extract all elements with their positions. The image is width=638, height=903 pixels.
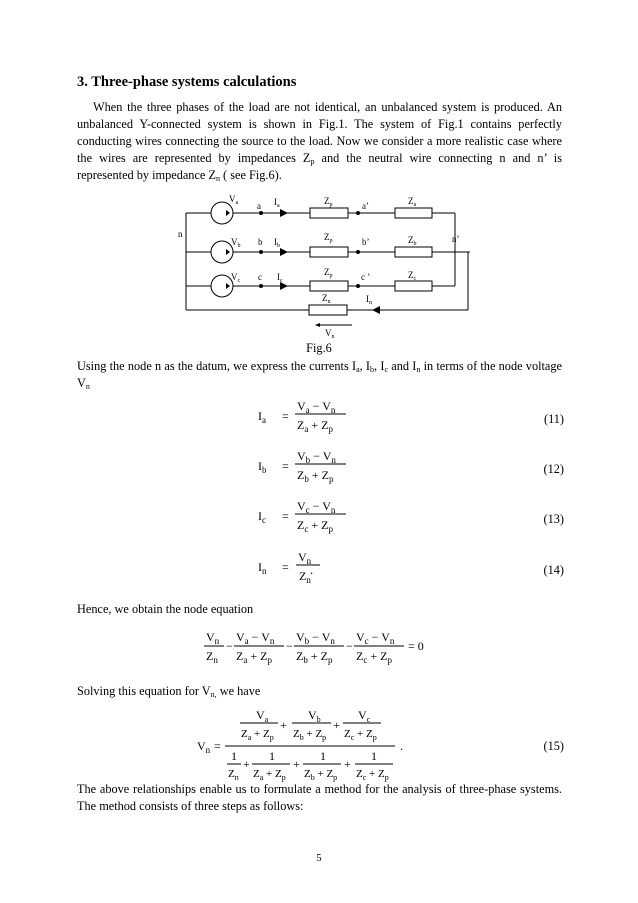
node-equation (198, 628, 448, 668)
svg-text:Va − Vn: $V_a - V_n$ (236, 630, 275, 646)
svg-text:−: − (286, 639, 293, 653)
svg-text:=: = (282, 459, 289, 473)
svg-text:=: = (282, 560, 289, 574)
equation-number-15: (15) (543, 739, 564, 753)
node-n-label: n (178, 229, 183, 239)
svg-text:+: + (344, 757, 351, 771)
label-node-b-prime: b’ (362, 237, 370, 247)
figure-caption: Fig.6 (306, 341, 332, 355)
solving-paragraph: Solving this equation for $V_{n,}$ we have (77, 684, 261, 699)
node-c-dot (259, 284, 263, 288)
line-impedance-b (310, 247, 348, 257)
neutral-impedance (309, 305, 347, 315)
svg-text:Zc + Zp: $Z_c + Z_p$ (356, 649, 392, 665)
label-zb: $Z_b$ (408, 235, 417, 247)
svg-text:+: + (243, 757, 250, 771)
label-zp-b: $Z_p$ (324, 232, 333, 244)
node-n-prime-label: n’ (452, 234, 460, 244)
equation-number-13: (13) (543, 512, 564, 526)
node-c-prime-dot (356, 284, 360, 288)
label-in: $I_n$ (366, 294, 372, 306)
svg-text:In: $I_n$ (258, 560, 267, 576)
svg-text:Zb + Zp: $Z_b + Z_p$ (296, 649, 333, 665)
svg-text:Zn: $Z_n$ (299, 569, 311, 585)
page-number: 5 (316, 853, 322, 864)
line-impedance-a (310, 208, 348, 218)
svg-text:Ic: $I_c$ (258, 509, 266, 525)
svg-text:Va: $V_a$ (256, 708, 269, 724)
svg-text:1: 1 (269, 749, 275, 763)
label-ib: $I_b$ (274, 237, 280, 249)
equation-15 (195, 708, 425, 783)
label-za: $Z_a$ (408, 196, 417, 208)
equation-number-11: (11) (543, 412, 564, 426)
label-node-a: a (257, 201, 261, 211)
svg-text:=: = (282, 409, 289, 423)
equation-11 (258, 399, 346, 434)
label-ic: $I_c$ (277, 272, 283, 284)
section-heading: 3. Three-phase systems calculations (77, 74, 297, 90)
svg-text:Vn: $V_n$ (197, 739, 211, 755)
node-b-prime-dot (356, 250, 360, 254)
label-ia: $I_a$ (274, 197, 280, 209)
current-arrow-a (280, 209, 288, 217)
intro-paragraph: When the three phases of the load are not identical, an unbalanced system is produced. An unbalanced Y-connected system is shown in Fig.1. The system of Fig.1 contains perfectly conducting wires connecting the source to the load. Now we consider a more realistic case where the wires are represented by impedances $Z_p$ and the neutral wire connecting n and n’ is represented by impedance $Z_n$ ( see Fig.6). (77, 100, 562, 183)
svg-text:Vc: $V_c$ (358, 708, 371, 724)
svg-text:Vc − Vn: $V_c - V_n$ (297, 499, 336, 515)
datum-paragraph: Using the node n as the datum, we express the currents $I_a$, $I_b$, $I_c$ and $I_n$ in terms of the node voltage $V_n$ (77, 359, 562, 391)
svg-text:Zb + Zp: $Z_b + Z_p$ (304, 768, 338, 782)
svg-text:1: 1 (320, 749, 326, 763)
load-impedance-b (395, 247, 432, 257)
svg-text:+: + (293, 757, 300, 771)
source-vb (211, 241, 233, 263)
svg-text:−: − (226, 639, 233, 653)
equation-number-12: (12) (543, 462, 564, 476)
svg-text:Vc − Vn: $V_c - V_n$ (356, 630, 395, 646)
load-impedance-c (395, 281, 432, 291)
vn-arrow-head (315, 323, 320, 327)
svg-text:Vn: $V_n$ (298, 550, 312, 566)
svg-text:Zc + Zp: $Z_c + Z_p$ (356, 768, 389, 782)
svg-text:=: = (214, 739, 221, 753)
label-vc: $V_c$ (231, 272, 241, 284)
svg-text:+: + (333, 718, 340, 732)
label-node-b: b (258, 237, 263, 247)
line-impedance-c (310, 281, 348, 291)
svg-text:Ib: $I_b$ (258, 459, 267, 475)
svg-text:Za + Zp: $Z_a + Z_p$ (236, 649, 272, 665)
svg-text:Zc + Zp: $Z_c + Z_p$ (344, 728, 377, 742)
closing-paragraph: The above relationships enable us to formulate a method for the analysis of three-phase systems. The method consists of three steps as follows: (77, 782, 562, 813)
svg-text:−: − (346, 639, 353, 653)
svg-text:=: = (282, 509, 289, 523)
circuit-diagram (170, 190, 500, 340)
svg-text:Vn: $V_n$ (206, 630, 220, 646)
neutral-current-arrow (372, 306, 380, 314)
load-impedance-a (395, 208, 432, 218)
equation-14-period: . (310, 563, 314, 577)
label-zc: $Z_c$ (408, 270, 417, 282)
node-b-dot (259, 250, 263, 254)
svg-text:Zb + Zp: $Z_b + Z_p$ (293, 728, 327, 742)
current-arrow-b (280, 248, 288, 256)
label-node-c-prime: c ’ (361, 272, 371, 282)
svg-text:Zn: $Z_n$ (206, 649, 218, 665)
node-a-prime-dot (356, 211, 360, 215)
equation-number-14: (14) (543, 563, 564, 577)
hence-paragraph: Hence, we obtain the node equation (77, 602, 254, 616)
label-vb: $V_b$ (231, 237, 241, 249)
svg-text:Vb: $V_b$ (308, 708, 321, 724)
label-node-a-prime: a’ (362, 201, 369, 211)
svg-text:Zb + Zp: $Z_b + Z_p$ (297, 468, 334, 484)
svg-text:Za + Zp: $Z_a + Z_p$ (297, 418, 333, 434)
equations-11-14 (250, 395, 360, 595)
svg-text:Vb − Vn: $V_b - V_n$ (296, 630, 335, 646)
svg-text:.: . (400, 739, 403, 753)
svg-text:Zn: $Z_n$ (228, 768, 239, 782)
source-vc (211, 275, 233, 297)
svg-text:1: 1 (371, 749, 377, 763)
svg-text:= 0: = 0 (408, 639, 424, 653)
label-zp-c: $Z_p$ (324, 267, 333, 279)
svg-text:1: 1 (231, 749, 237, 763)
svg-text:Zc + Zp: $Z_c + Z_p$ (297, 518, 333, 534)
svg-text:Ia: $I_a$ (258, 409, 266, 425)
label-node-c: c (258, 272, 262, 282)
svg-text:Vb − Vn: $V_b - V_n$ (297, 449, 336, 465)
svg-text:Za + Zp: $Z_a + Z_p$ (253, 768, 286, 782)
label-zp-a: $Z_p$ (324, 196, 333, 208)
svg-text:+: + (280, 718, 287, 732)
label-vn: $V_n$ (325, 328, 335, 340)
svg-text:Za + Zp: $Z_a + Z_p$ (241, 728, 274, 742)
node-a-dot (259, 211, 263, 215)
label-zn: $Z_n$ (322, 293, 331, 305)
equation-13 (258, 499, 346, 534)
equation-12 (258, 449, 346, 484)
label-va: $V_a$ (229, 194, 239, 206)
source-va (211, 202, 233, 224)
svg-text:Va − Vn: $V_a - V_n$ (297, 399, 336, 415)
